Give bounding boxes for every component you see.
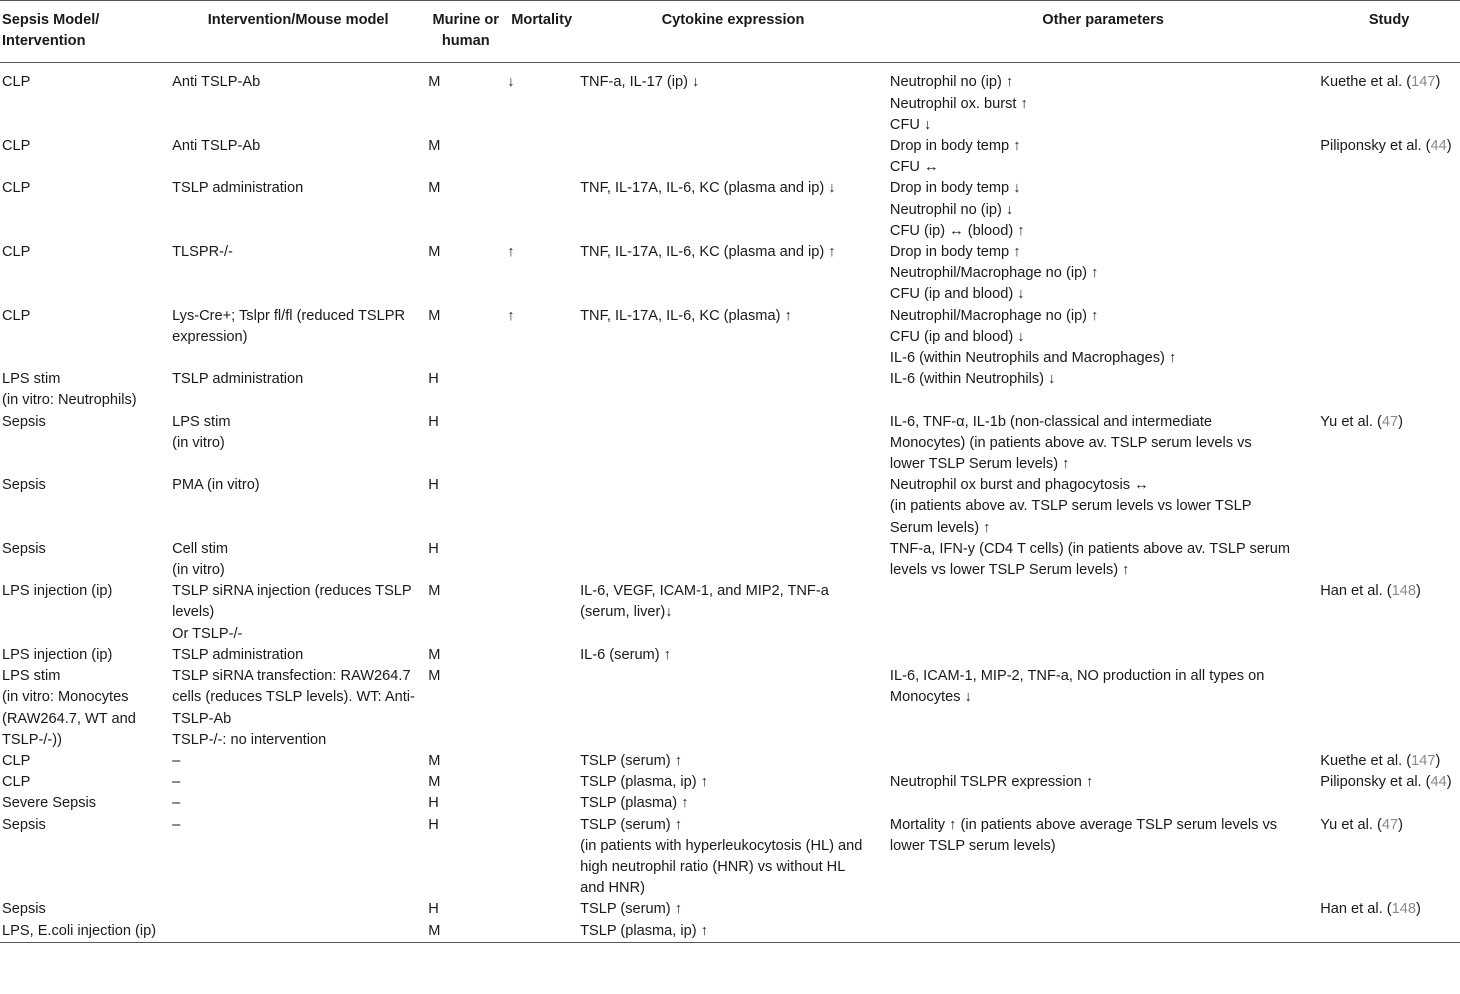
cell-study — [1318, 793, 1460, 814]
study-author: Yu et al. ( — [1320, 816, 1382, 833]
cell-intervention — [170, 772, 426, 793]
cell-intervention — [170, 369, 426, 411]
cell-study — [1318, 178, 1460, 242]
cell-line: TNF-a, IL-17 (ip) ↓ — [580, 74, 700, 91]
cell-sepsis-model — [0, 242, 170, 306]
cell-species: H — [428, 413, 439, 430]
cell-line: CLP — [2, 752, 31, 769]
cell-cytokine — [578, 666, 888, 751]
study-reference-link[interactable]: 147 — [1411, 752, 1436, 769]
cell-line: TSLP (plasma, ip) ↑ — [580, 922, 708, 939]
cell-line: Anti TSLP-Ab — [172, 74, 261, 91]
cell-study — [1318, 772, 1460, 793]
cell-mortality: ↑ — [507, 307, 515, 324]
cell-study — [1318, 136, 1460, 178]
cell-line: Sepsis — [2, 540, 46, 557]
study-author: Han et al. ( — [1320, 901, 1392, 918]
cell-line: Sepsis — [2, 901, 46, 918]
study-paren: ) — [1398, 816, 1403, 833]
cell-line: LPS injection (ip) — [2, 583, 113, 600]
cell-other-parameters — [888, 645, 1318, 666]
cell-species: H — [428, 540, 439, 557]
cell-intervention — [170, 63, 426, 136]
cell-other-parameters — [888, 899, 1318, 920]
study-author: Kuethe et al. ( — [1320, 752, 1412, 769]
cell-cytokine — [578, 412, 888, 476]
cell-sepsis-model — [0, 751, 170, 772]
study-paren: ) — [1398, 413, 1403, 430]
cell-intervention — [170, 242, 426, 306]
cell-intervention — [170, 136, 426, 178]
study-author: Kuethe et al. ( — [1320, 74, 1412, 91]
cell-other-parameters — [888, 475, 1318, 539]
cell-line: TNF, IL-17A, IL-6, KC (plasma) ↑ — [580, 307, 792, 324]
cell-sepsis-model — [0, 772, 170, 793]
cell-sepsis-model — [0, 815, 170, 900]
cell-line: TNF-a, IFN-y (CD4 T cells) (in patients above av. TSLP serum — [889, 540, 1291, 557]
cell-line: and HNR) — [580, 880, 645, 897]
cell-intervention — [170, 475, 426, 539]
cell-other-parameters — [888, 666, 1318, 751]
table-row — [0, 178, 1460, 242]
cell-line: (in vitro) — [172, 562, 225, 579]
cell-line: LPS stim — [2, 668, 61, 685]
cell-other-parameters — [888, 178, 1318, 242]
cell-line: – — [172, 795, 181, 812]
cell-species: H — [428, 477, 439, 494]
table-row — [0, 136, 1460, 178]
study-reference-link[interactable]: 148 — [1391, 901, 1416, 918]
table-row — [0, 412, 1460, 476]
cell-species: M — [428, 583, 441, 600]
cell-sepsis-model — [0, 369, 170, 411]
table-row — [0, 793, 1460, 814]
cell-cytokine — [578, 242, 888, 306]
cell-study — [1318, 63, 1460, 136]
cell-line: LPS stim — [2, 371, 61, 388]
cell-line: Drop in body temp ↓ — [889, 180, 1021, 197]
cell-line: Drop in body temp ↑ — [889, 138, 1021, 155]
cell-cytokine — [578, 793, 888, 814]
cell-line: IL-6 (within Neutrophils and Macrophages) ↑ — [889, 350, 1177, 367]
cell-line: Cell stim — [172, 540, 229, 557]
cell-mortality — [505, 666, 578, 751]
cell-study — [1318, 475, 1460, 539]
cell-line: – — [172, 774, 181, 791]
cell-species: M — [428, 74, 441, 91]
cell-line: expression) — [172, 328, 248, 345]
study-reference-link[interactable]: 147 — [1411, 74, 1436, 91]
cell-cytokine — [578, 475, 888, 539]
cell-cytokine — [578, 751, 888, 772]
cell-line: lower TSLP Serum levels) ↑ — [889, 456, 1070, 473]
cell-other-parameters — [888, 581, 1318, 645]
cell-line: TSLP-/-: no intervention — [172, 731, 327, 748]
cell-cytokine — [578, 772, 888, 793]
cell-species: H — [428, 795, 439, 812]
cell-line: TNF, IL-17A, IL-6, KC (plasma and ip) ↑ — [580, 244, 836, 261]
cell-intervention — [170, 751, 426, 772]
cell-species: H — [428, 371, 439, 388]
table-row — [0, 899, 1460, 920]
cell-study — [1318, 369, 1460, 411]
cell-study — [1318, 412, 1460, 476]
cell-cytokine — [578, 63, 888, 136]
cell-mortality — [505, 136, 578, 178]
table-row — [0, 751, 1460, 772]
cell-line: TNF, IL-17A, IL-6, KC (plasma and ip) ↓ — [580, 180, 836, 197]
table-body — [0, 63, 1460, 942]
cell-line: Monocytes) (in patients above av. TSLP serum levels vs — [889, 434, 1252, 451]
study-author: Yu et al. ( — [1320, 413, 1382, 430]
cell-species: M — [428, 668, 441, 685]
cell-species: M — [428, 138, 441, 155]
cell-sepsis-model — [0, 645, 170, 666]
cell-other-parameters — [888, 306, 1318, 370]
cell-line: levels) — [172, 604, 215, 621]
cell-species: H — [428, 816, 439, 833]
cell-line: CLP — [2, 307, 31, 324]
cell-study — [1318, 539, 1460, 581]
cell-line: high neutrophil ratio (HNR) vs without HL — [580, 858, 846, 875]
cell-line: Neutrophil no (ip) ↓ — [889, 201, 1014, 218]
header-species: Murine or human — [432, 12, 499, 50]
table-row — [0, 921, 1460, 943]
study-paren: ) — [1435, 74, 1441, 91]
cell-mortality: ↓ — [507, 74, 515, 91]
header-cytokine: Cytokine expression — [661, 12, 805, 28]
cell-mortality — [505, 772, 578, 793]
study-paren: ) — [1446, 774, 1452, 791]
cell-line: TSLP (serum) ↑ — [580, 901, 683, 918]
cell-intervention — [170, 539, 426, 581]
cell-line: levels vs lower TSLP Serum levels) ↑ — [889, 562, 1130, 579]
cell-line: (in patients above av. TSLP serum levels vs lower TSLP — [889, 498, 1252, 515]
cell-sepsis-model — [0, 899, 170, 920]
cell-line: Neutrophil no (ip) ↑ — [889, 74, 1014, 91]
cell-study — [1318, 815, 1460, 900]
cell-intervention — [170, 306, 426, 370]
cell-line: – — [172, 752, 181, 769]
study-paren: ) — [1446, 138, 1452, 155]
header-sepsis-model: Sepsis Model/ Intervention — [2, 12, 100, 50]
cell-line: CFU (ip and blood) ↓ — [889, 286, 1025, 303]
table-row — [0, 369, 1460, 411]
cell-mortality — [505, 815, 578, 900]
cell-line: TSLP (plasma) ↑ — [580, 795, 689, 812]
study-reference-link[interactable]: 44 — [1430, 138, 1447, 155]
cell-line: IL-6 (within Neutrophils) ↓ — [889, 371, 1056, 388]
cell-line: IL-6 (serum) ↑ — [580, 646, 671, 663]
header-mortality: Mortality — [511, 12, 573, 28]
cell-sepsis-model — [0, 581, 170, 645]
cell-line: TSLP siRNA injection (reduces TSLP — [172, 583, 412, 600]
cell-other-parameters — [888, 921, 1318, 943]
cell-line: TSLP siRNA transfection: RAW264.7 — [172, 668, 411, 685]
cell-study — [1318, 666, 1460, 751]
study-author: Piliponsky et al. ( — [1320, 138, 1431, 155]
cell-cytokine — [578, 136, 888, 178]
study-author: Han et al. ( — [1320, 583, 1392, 600]
cell-line: CLP — [2, 74, 31, 91]
cell-line: (serum, liver)↓ — [580, 604, 673, 621]
table-row — [0, 539, 1460, 581]
study-author: Piliponsky et al. ( — [1320, 774, 1431, 791]
table-row — [0, 815, 1460, 900]
cell-line: IL-6, TNF-α, IL-1b (non-classical and intermediate — [889, 413, 1212, 430]
cell-sepsis-model — [0, 475, 170, 539]
cell-line: (RAW264.7, WT and — [2, 710, 136, 727]
table-row — [0, 772, 1460, 793]
cell-species: M — [428, 774, 441, 791]
cell-intervention — [170, 412, 426, 476]
cell-species: M — [428, 180, 441, 197]
cell-cytokine — [578, 645, 888, 666]
cell-line: CLP — [2, 180, 31, 197]
cell-line: Mortality ↑ (in patients above average TSLP serum levels vs — [889, 816, 1278, 833]
cell-line: (in vitro) — [172, 434, 225, 451]
cell-line: Lys-Cre+; Tslpr fl/fl (reduced TSLPR — [172, 307, 406, 324]
cell-intervention — [170, 581, 426, 645]
cell-line: TSLP administration — [172, 180, 304, 197]
cell-line: TSLP administration — [172, 646, 304, 663]
cell-line: (in vitro: Neutrophils) — [2, 392, 137, 409]
cell-species: M — [428, 752, 441, 769]
cell-sepsis-model — [0, 306, 170, 370]
cell-line: – — [172, 816, 181, 833]
table-row — [0, 581, 1460, 645]
cell-line: Or TSLP-/- — [172, 625, 243, 642]
table-row — [0, 63, 1460, 136]
cell-other-parameters — [888, 772, 1318, 793]
cell-line: LPS stim — [172, 413, 231, 430]
cell-sepsis-model — [0, 539, 170, 581]
cell-other-parameters — [888, 369, 1318, 411]
cell-line: Neutrophil/Macrophage no (ip) ↑ — [889, 307, 1099, 324]
cell-study — [1318, 921, 1460, 943]
cell-line: Sepsis — [2, 413, 46, 430]
cell-line: CFU ↓ — [889, 116, 932, 133]
cell-other-parameters — [888, 63, 1318, 136]
cell-species: H — [428, 901, 439, 918]
cell-sepsis-model — [0, 412, 170, 476]
cell-line: Monocytes ↓ — [889, 689, 972, 706]
cell-intervention — [170, 666, 426, 751]
cell-line: IL-6, ICAM-1, MIP-2, TNF-a, NO production in all types on — [889, 668, 1265, 685]
cell-other-parameters — [888, 136, 1318, 178]
cell-mortality — [505, 645, 578, 666]
cell-sepsis-model — [0, 666, 170, 751]
cell-other-parameters — [888, 412, 1318, 476]
cell-line: Severe Sepsis — [2, 795, 97, 812]
cell-line: TSLP-/-)) — [2, 731, 62, 748]
cell-mortality — [505, 539, 578, 581]
cell-line: (in patients with hyperleukocytosis (HL) and — [580, 837, 863, 854]
cell-line: Sepsis — [2, 816, 46, 833]
cell-study — [1318, 306, 1460, 370]
cell-intervention — [170, 793, 426, 814]
cell-line: TSLP (plasma, ip) ↑ — [580, 774, 708, 791]
cell-cytokine — [578, 899, 888, 920]
cell-species: M — [428, 307, 441, 324]
cell-line: Neutrophil ox. burst ↑ — [889, 95, 1028, 112]
cell-line: CFU ↔ — [889, 159, 939, 176]
cell-other-parameters — [888, 242, 1318, 306]
cell-line: Neutrophil ox burst and phagocytosis ↔ — [889, 477, 1149, 494]
cell-species: M — [428, 244, 441, 261]
study-paren: ) — [1415, 901, 1421, 918]
cell-study — [1318, 645, 1460, 666]
cell-line: CFU (ip and blood) ↓ — [889, 328, 1025, 345]
cell-intervention — [170, 815, 426, 900]
header-other-parameters: Other parameters — [1042, 12, 1164, 28]
cell-cytokine — [578, 921, 888, 943]
cell-mortality — [505, 581, 578, 645]
cell-sepsis-model — [0, 63, 170, 136]
table-row — [0, 666, 1460, 751]
cell-line: Serum levels) ↑ — [889, 519, 991, 536]
cell-other-parameters — [888, 539, 1318, 581]
cell-other-parameters — [888, 751, 1318, 772]
cell-study — [1318, 242, 1460, 306]
cell-sepsis-model — [0, 921, 170, 943]
cell-study — [1318, 581, 1460, 645]
cell-line: Anti TSLP-Ab — [172, 138, 261, 155]
table-header-row — [0, 1, 1460, 63]
cell-line: TSLP (serum) ↑ — [580, 752, 683, 769]
cell-line: CFU (ip) ↔ (blood) ↑ — [889, 222, 1025, 239]
cell-mortality — [505, 921, 578, 943]
cell-line: Neutrophil TSLPR expression ↑ — [889, 774, 1094, 791]
cell-line: Neutrophil/Macrophage no (ip) ↑ — [889, 265, 1099, 282]
cell-mortality: ↑ — [507, 244, 515, 261]
cell-species: M — [428, 646, 441, 663]
cell-cytokine — [578, 178, 888, 242]
cell-line: CLP — [2, 138, 31, 155]
cell-cytokine — [578, 539, 888, 581]
cell-cytokine — [578, 369, 888, 411]
cell-line: Drop in body temp ↑ — [889, 244, 1021, 261]
cell-line: lower TSLP serum levels) — [889, 837, 1056, 854]
cell-intervention — [170, 645, 426, 666]
cell-cytokine — [578, 581, 888, 645]
cell-line: cells (reduces TSLP levels). WT: Anti- — [172, 689, 415, 706]
cell-line: TLSPR-/- — [172, 244, 233, 261]
cell-line: IL-6, VEGF, ICAM-1, and MIP2, TNF-a — [580, 583, 829, 600]
cell-mortality — [505, 475, 578, 539]
cell-mortality — [505, 899, 578, 920]
table-row — [0, 242, 1460, 306]
cell-mortality — [505, 412, 578, 476]
cell-cytokine — [578, 306, 888, 370]
cell-mortality — [505, 793, 578, 814]
cell-sepsis-model — [0, 136, 170, 178]
header-intervention: Intervention/Mouse model — [207, 12, 389, 28]
study-reference-link[interactable]: 47 — [1381, 413, 1399, 430]
cell-other-parameters — [888, 815, 1318, 900]
cell-line: LPS, E.coli injection (ip) — [2, 922, 157, 939]
cell-study — [1318, 751, 1460, 772]
cell-mortality — [505, 369, 578, 411]
cell-study — [1318, 899, 1460, 920]
cell-line: CLP — [2, 774, 31, 791]
cell-other-parameters — [888, 793, 1318, 814]
cell-line: TSLP administration — [172, 371, 304, 388]
table-row — [0, 645, 1460, 666]
cell-sepsis-model — [0, 793, 170, 814]
cell-line: PMA (in vitro) — [172, 477, 260, 494]
table-row — [0, 306, 1460, 370]
cell-intervention — [170, 921, 426, 943]
cell-sepsis-model — [0, 178, 170, 242]
cell-line: TSLP-Ab — [172, 710, 232, 727]
cell-line: TSLP (serum) ↑ — [580, 816, 683, 833]
study-reference-link[interactable]: 47 — [1381, 816, 1399, 833]
study-paren: ) — [1415, 583, 1421, 600]
cell-line: Sepsis — [2, 477, 46, 494]
table-row — [0, 475, 1460, 539]
cell-intervention — [170, 178, 426, 242]
cell-species: M — [428, 922, 441, 939]
cell-line: CLP — [2, 244, 31, 261]
cell-cytokine — [578, 815, 888, 900]
cell-mortality — [505, 178, 578, 242]
cell-line: LPS injection (ip) — [2, 646, 113, 663]
header-study: Study — [1368, 12, 1410, 28]
study-reference-link[interactable]: 148 — [1391, 583, 1416, 600]
cell-mortality — [505, 751, 578, 772]
cell-line: (in vitro: Monocytes — [2, 689, 129, 706]
study-reference-link[interactable]: 44 — [1430, 774, 1447, 791]
study-paren: ) — [1435, 752, 1441, 769]
cell-intervention — [170, 899, 426, 920]
